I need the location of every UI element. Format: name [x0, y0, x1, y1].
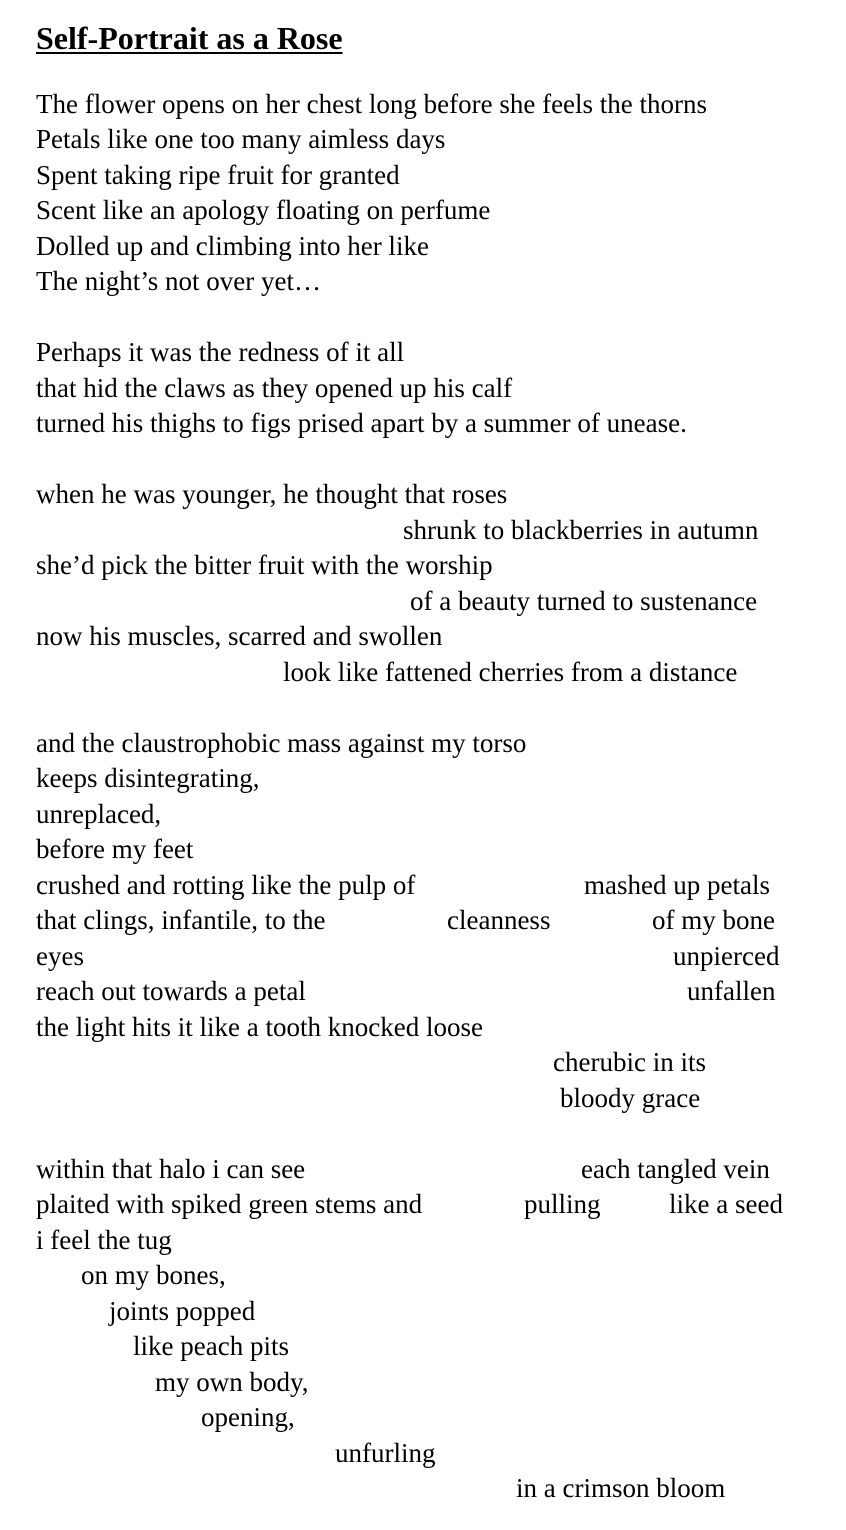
poem-line: crushed and rotting like the pulp of: [36, 870, 416, 900]
poem-line: Dolled up and climbing into her like: [36, 231, 429, 261]
poem-line: keeps disintegrating,: [36, 763, 260, 793]
poem-line: Spent taking ripe fruit for granted: [36, 160, 400, 190]
poem-line: opening,: [201, 1402, 295, 1432]
poem-line: i feel the tug: [36, 1225, 172, 1255]
poem-line: of my bone: [652, 905, 775, 935]
poem-line: The flower opens on her chest long before she feels the thorns: [36, 89, 708, 119]
poem-line: now his muscles, scarred and swollen: [36, 621, 443, 651]
poem-line: and the claustrophobic mass against my torso: [36, 728, 527, 758]
poem-line: like peach pits: [133, 1331, 289, 1361]
poem-line: Perhaps it was the redness of it all: [36, 337, 405, 367]
poem-line: she’d pick the bitter fruit with the worship: [36, 550, 493, 580]
poem-line: unfurling: [335, 1438, 436, 1468]
poem-line: each tangled vein: [581, 1154, 770, 1184]
poem-line: of a beauty turned to sustenance: [410, 586, 758, 616]
poem-line: look like fattened cherries from a distance: [283, 657, 738, 687]
poem-line: The night’s not over yet…: [36, 266, 321, 296]
poem-line: my own body,: [155, 1367, 309, 1397]
poem-line: that clings, infantile, to the: [36, 905, 326, 935]
poem-line: in a crimson bloom: [516, 1473, 726, 1503]
poem-line: eyes: [36, 941, 84, 971]
poem-title: Self-Portrait as a Rose: [36, 20, 343, 56]
poem-line: turned his thighs to figs prised apart by a summer of unease.: [36, 408, 687, 438]
poem-line: shrunk to blackberries in autumn: [403, 515, 759, 545]
poem-line: before my feet: [36, 834, 194, 864]
poem-line: Scent like an apology floating on perfume: [36, 195, 491, 225]
poem-line: unfallen: [687, 976, 776, 1006]
poem-line: Petals like one too many aimless days: [36, 124, 446, 154]
poem-line: within that halo i can see: [36, 1154, 306, 1184]
poem-line: unreplaced,: [36, 799, 162, 829]
poem-line: when he was younger, he thought that roses: [36, 479, 508, 509]
poem-line: like a seed: [669, 1189, 783, 1219]
poem-line: mashed up petals: [584, 870, 770, 900]
poem-line: the light hits it like a tooth knocked loose: [36, 1012, 483, 1042]
poem-line: on my bones,: [81, 1260, 226, 1290]
poem-line: unpierced: [673, 941, 780, 971]
poem-line: reach out towards a petal: [36, 976, 306, 1006]
poem-line: pulling: [524, 1189, 601, 1219]
poem-line: cherubic in its: [553, 1047, 706, 1077]
poem-line: that hid the claws as they opened up his calf: [36, 373, 513, 403]
poem-line: plaited with spiked green stems and: [36, 1189, 423, 1219]
poem-line: joints popped: [109, 1296, 256, 1326]
poem-line: cleanness: [447, 905, 551, 935]
poem-line: bloody grace: [560, 1083, 701, 1113]
